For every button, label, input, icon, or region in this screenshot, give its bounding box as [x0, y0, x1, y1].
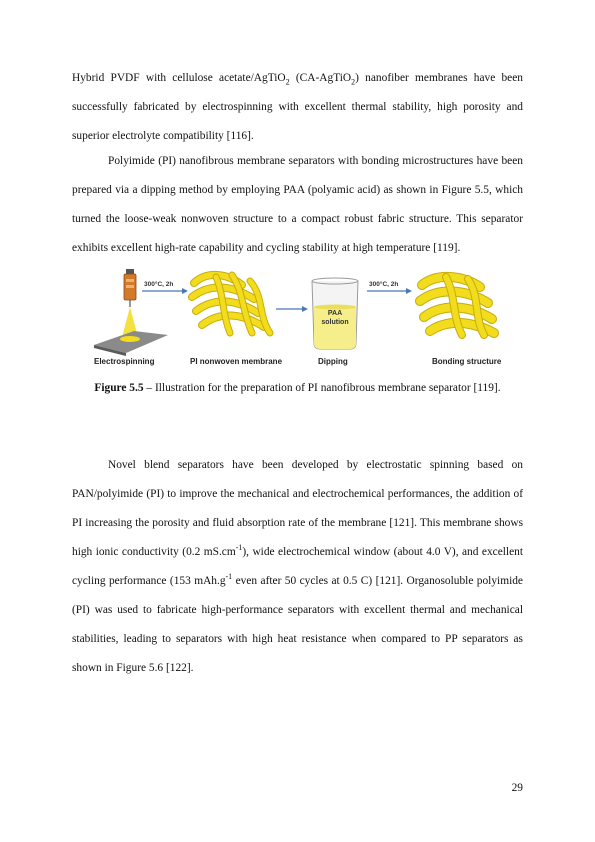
dipping-label: Dipping — [318, 357, 348, 366]
subscript: 2 — [351, 77, 356, 87]
figure-caption — [72, 380, 523, 396]
figure-5-5-illustration — [82, 263, 512, 369]
paragraph-1-text: ) nanofiber membranes have been successfully fabricated by electrospinning with excellent thermal stability, high porosity and superior electrolyte compatibility [116]. — [72, 72, 523, 142]
temp-label-2: 300°C, 2h — [369, 281, 399, 288]
arrow-head-icon — [406, 288, 412, 294]
figure-caption-text: – Illustration for the preparation of PI nanofibrous membrane separator [119]. — [143, 382, 501, 394]
superscript: -1 — [225, 572, 233, 582]
bonding-structure-fibers-icon — [420, 277, 494, 335]
superscript: -1 — [235, 543, 243, 553]
paragraph-1 — [72, 64, 523, 151]
electrospinning-label: Electrospinning — [94, 357, 155, 366]
arrow-head-icon — [182, 288, 188, 294]
paragraph-3-text: Novel blend separators have been developed by electrostatic spinning based on PAN/polyimide (PI) to improve the mechanical and electrochemical performances, the addition of PI increasing the porosity and fluid absorption rate of the membrane [121]. This membrane shows high ionic conductivity (0.2 mS.cm — [72, 459, 523, 558]
pi-membrane-fibers-icon — [192, 275, 270, 333]
paragraph-1-text: Hybrid PVDF with cellulose acetate/AgTiO — [72, 72, 286, 84]
page-number: 29 — [511, 782, 523, 794]
paragraph-2: Polyimide (PI) nanofibrous membrane separators with bonding microstructures have been prepared via a dipping method by employing PAA (polyamic acid) as shown in Figure 5.5, which turned the loose-weak nonwoven structure to a compact robust fabric structure. This separator exhibits excellent high-rate capability and cycling stability at high temperature [119]. — [72, 155, 523, 254]
figure-caption-label: Figure 5.5 — [94, 382, 144, 394]
temp-label-1: 300°C, 2h — [144, 281, 174, 288]
arrow-head-icon — [302, 306, 308, 312]
pi-membrane-label: PI nonwoven membrane — [190, 357, 283, 366]
paragraph-3-text: ), wide electrochemical window (about 4.0 V), and excellent cycling performance (153 mAh.g — [72, 546, 523, 587]
solution-label: solution — [321, 319, 349, 326]
paragraph-3 — [72, 451, 523, 683]
paa-label: PAA — [327, 310, 343, 317]
bonding-structure-label: Bonding structure — [432, 357, 502, 366]
subscript: 2 — [285, 77, 290, 87]
paragraph-3-text: even after 50 cycles at 0.5 C) [121]. Organosoluble polyimide (PI) was used to fabricate high-performance separators with excellent thermal and mechanical stabilities, leading to separators with high heat resistance when compared to PP separators as shown in Figure 5.6 [122]. — [72, 575, 523, 674]
paragraph-1-text: (CA-AgTiO — [289, 72, 352, 84]
